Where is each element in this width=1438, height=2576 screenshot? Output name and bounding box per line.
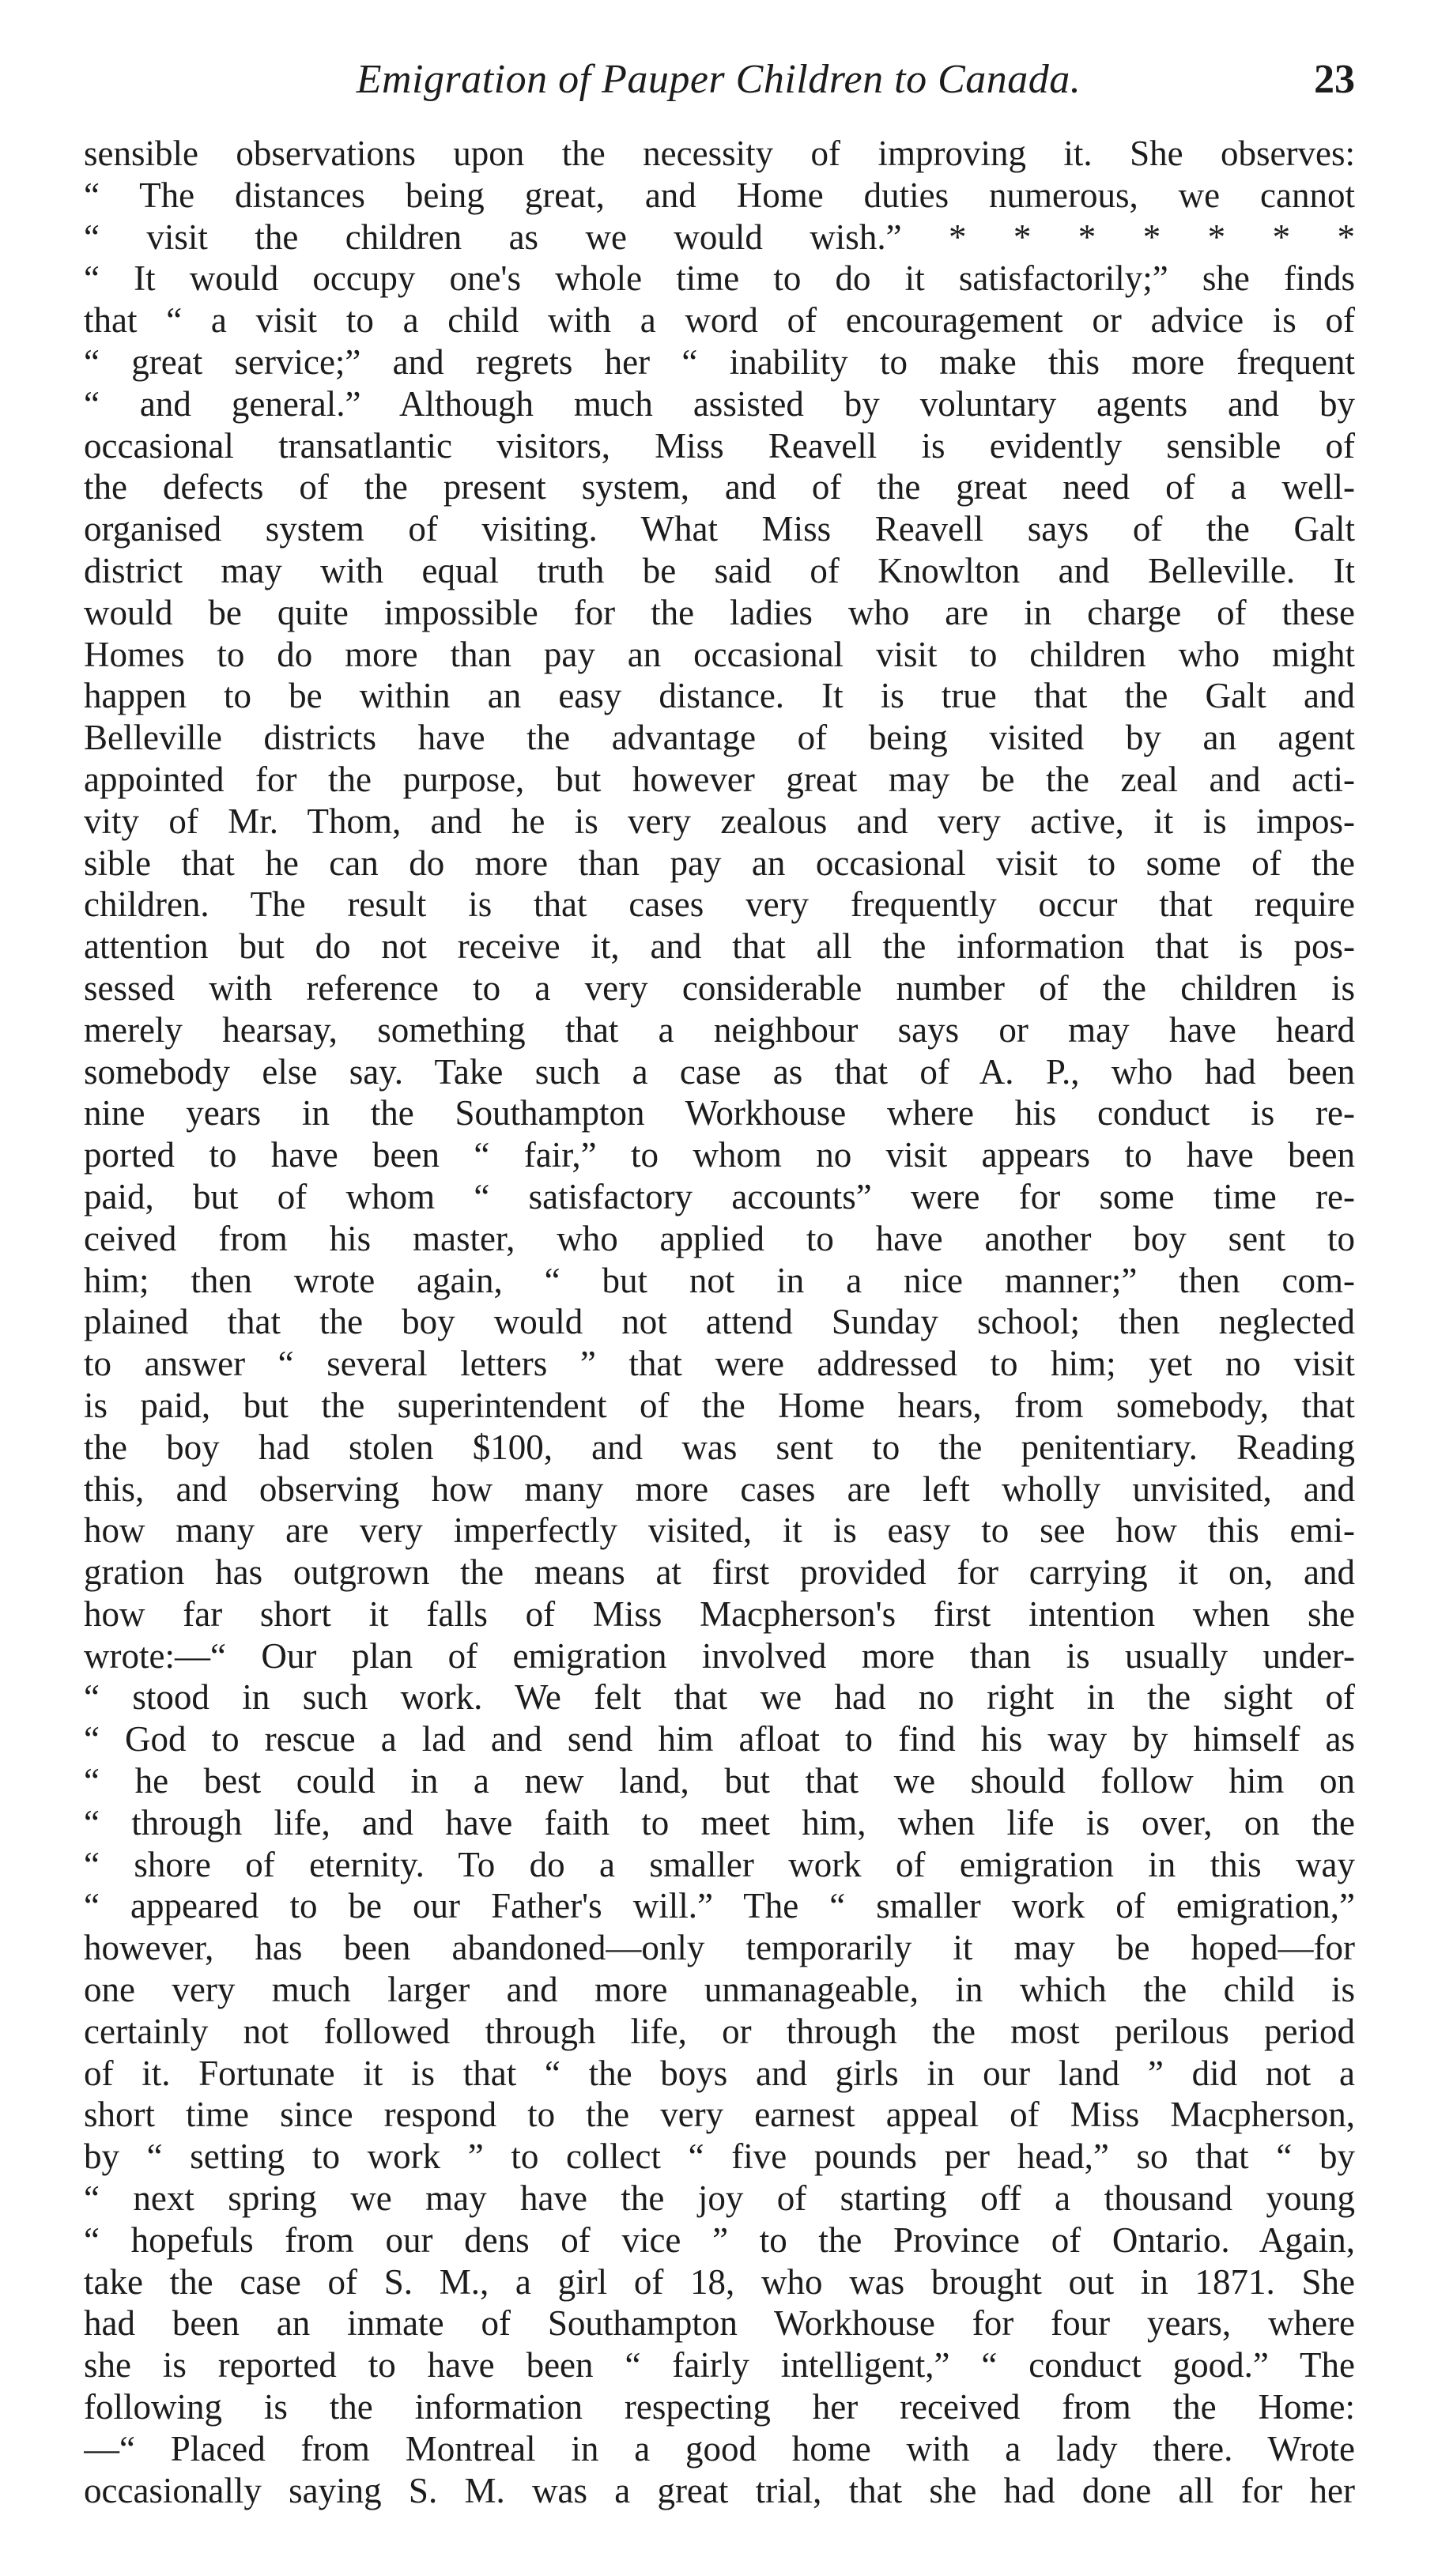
text-line: vity of Mr. Thom, and he is very zealous and very active, it is impos- <box>84 801 1355 841</box>
text-line: how far short it falls of Miss Macpherson's first intention when she <box>84 1593 1355 1634</box>
text-line: certainly not followed through life, or through the most perilous period <box>84 2011 1355 2051</box>
text-line: Homes to do more than pay an occasional visit to children who might <box>84 634 1355 674</box>
text-line: “ next spring we may have the joy of starting off a thousand young <box>84 2178 1355 2219</box>
body-text <box>84 133 1355 2511</box>
text-line: wrote:—“ Our plan of emigration involved more than is usually under- <box>84 1635 1355 1676</box>
text-line: Belleville districts have the advantage of being visited by an agent <box>84 718 1355 758</box>
text-line: children. The result is that cases very frequently occur that require <box>84 884 1355 925</box>
text-line: happen to be within an easy distance. It is true that the Galt and <box>84 676 1355 716</box>
text-line: attention but do not receive it, and that all the information that is pos- <box>84 926 1355 967</box>
text-line: she is reported to have been “ fairly intelligent,” “ conduct good.” The <box>84 2345 1355 2386</box>
text-line: sensible observations upon the necessity of improving it. She observes: <box>84 134 1355 173</box>
text-line: appointed for the purpose, but however great may be the zeal and acti- <box>84 759 1355 799</box>
text-line: how many are very imperfectly visited, it is easy to see how this emi- <box>84 1511 1355 1551</box>
text-line: by “ setting to work ” to collect “ five pounds per head,” so that “ by <box>84 2137 1355 2177</box>
text-line: take the case of S. M., a girl of 18, who was brought out in 1871. She <box>84 2261 1355 2302</box>
text-line: “ great service;” and regrets her “ inability to make this more frequent <box>84 341 1355 382</box>
text-line: of it. Fortunate it is that “ the boys and girls in our land ” did not a <box>84 2053 1355 2093</box>
text-line: this, and observing how many more cases are left wholly unvisited, and <box>84 1469 1355 1509</box>
text-line: sible that he can do more than pay an occasional visit to some of the <box>84 843 1355 883</box>
text-line: “ The distances being great, and Home duties numerous, we cannot <box>84 175 1355 215</box>
text-line: “ stood in such work. We felt that we had no right in the sight of <box>84 1677 1355 1718</box>
text-line: him; then wrote again, “ but not in a nice manner;” then com- <box>84 1260 1355 1300</box>
text-line: “ he best could in a new land, but that we should follow him on <box>84 1761 1355 1801</box>
text-line: district may with equal truth be said of Knowlton and Belleville. It <box>84 550 1355 590</box>
text-line: had been an inmate of Southampton Workhouse for four years, where <box>84 2303 1355 2344</box>
text-line: ported to have been “ fair,” to whom no visit appears to have been <box>84 1135 1355 1175</box>
page-number: 23 <box>1314 57 1355 102</box>
text-line: the defects of the present system, and of the great need of a well- <box>84 467 1355 507</box>
text-line: paid, but of whom “ satisfactory accounts” were for some time re- <box>84 1176 1355 1216</box>
text-line: organised system of visiting. What Miss Reavell says of the Galt <box>84 509 1355 549</box>
text-line: “ It would occupy one's whole time to do it satisfactorily;” she finds <box>84 258 1355 299</box>
text-line: one very much larger and more unmanageable, in which the child is <box>84 1970 1355 2010</box>
text-line: somebody else say. Take such a case as that of A. P., who had been <box>84 1051 1355 1092</box>
text-line: “ appeared to be our Father's will.” The “ smaller work of emigration,” <box>84 1886 1355 1926</box>
text-line: plained that the boy would not attend Sunday school; then neglected <box>84 1302 1355 1342</box>
text-line: occasional transatlantic visitors, Miss Reavell is evidently sensible of <box>84 425 1355 466</box>
text-line: “ God to rescue a lad and send him afloat to find his way by himself as <box>84 1719 1355 1759</box>
running-title: Emigration of Pauper Children to Canada. <box>356 57 1081 102</box>
text-line: “ visit the children as we would wish.” * * * * * * * <box>84 217 1355 257</box>
text-line: would be quite impossible for the ladies who are in charge of these <box>84 592 1355 632</box>
text-line: occasionally saying S. M. was a great trial, that she had done all for her <box>84 2470 1355 2510</box>
text-line: to answer “ several letters ” that were addressed to him; yet no visit <box>84 1344 1355 1384</box>
text-line: is paid, but the superintendent of the Home hears, from somebody, that <box>84 1385 1355 1425</box>
text-line: gration has outgrown the means at first provided for carrying it on, and <box>84 1552 1355 1593</box>
text-line: nine years in the Southampton Workhouse where his conduct is re- <box>84 1093 1355 1133</box>
text-line: short time since respond to the very earnest appeal of Miss Macpherson, <box>84 2095 1355 2135</box>
text-line: that “ a visit to a child with a word of encouragement or advice is of <box>84 300 1355 341</box>
text-line: —“ Placed from Montreal in a good home with a lady there. Wrote <box>84 2428 1355 2469</box>
running-head <box>82 44 1355 115</box>
text-line: “ through life, and have faith to meet him, when life is over, on the <box>84 1802 1355 1842</box>
text-line: merely hearsay, something that a neighbour says or may have heard <box>84 1009 1355 1050</box>
text-line: ceived from his master, who applied to have another boy sent to <box>84 1218 1355 1258</box>
text-line: sessed with reference to a very considerable number of the children is <box>84 967 1355 1008</box>
text-line: the boy had stolen $100, and was sent to the penitentiary. Reading <box>84 1427 1355 1467</box>
text-line: following is the information respecting her received from the Home: <box>84 2387 1355 2427</box>
text-line: “ and general.” Although much assisted by voluntary agents and by <box>84 383 1355 424</box>
text-line: “ hopefuls from our dens of vice ” to the Province of Ontario. Again, <box>84 2220 1355 2260</box>
text-line: “ shore of eternity. To do a smaller work of emigration in this way <box>84 1844 1355 1884</box>
text-line: however, has been abandoned—only temporarily it may be hoped—for <box>84 1928 1355 1968</box>
